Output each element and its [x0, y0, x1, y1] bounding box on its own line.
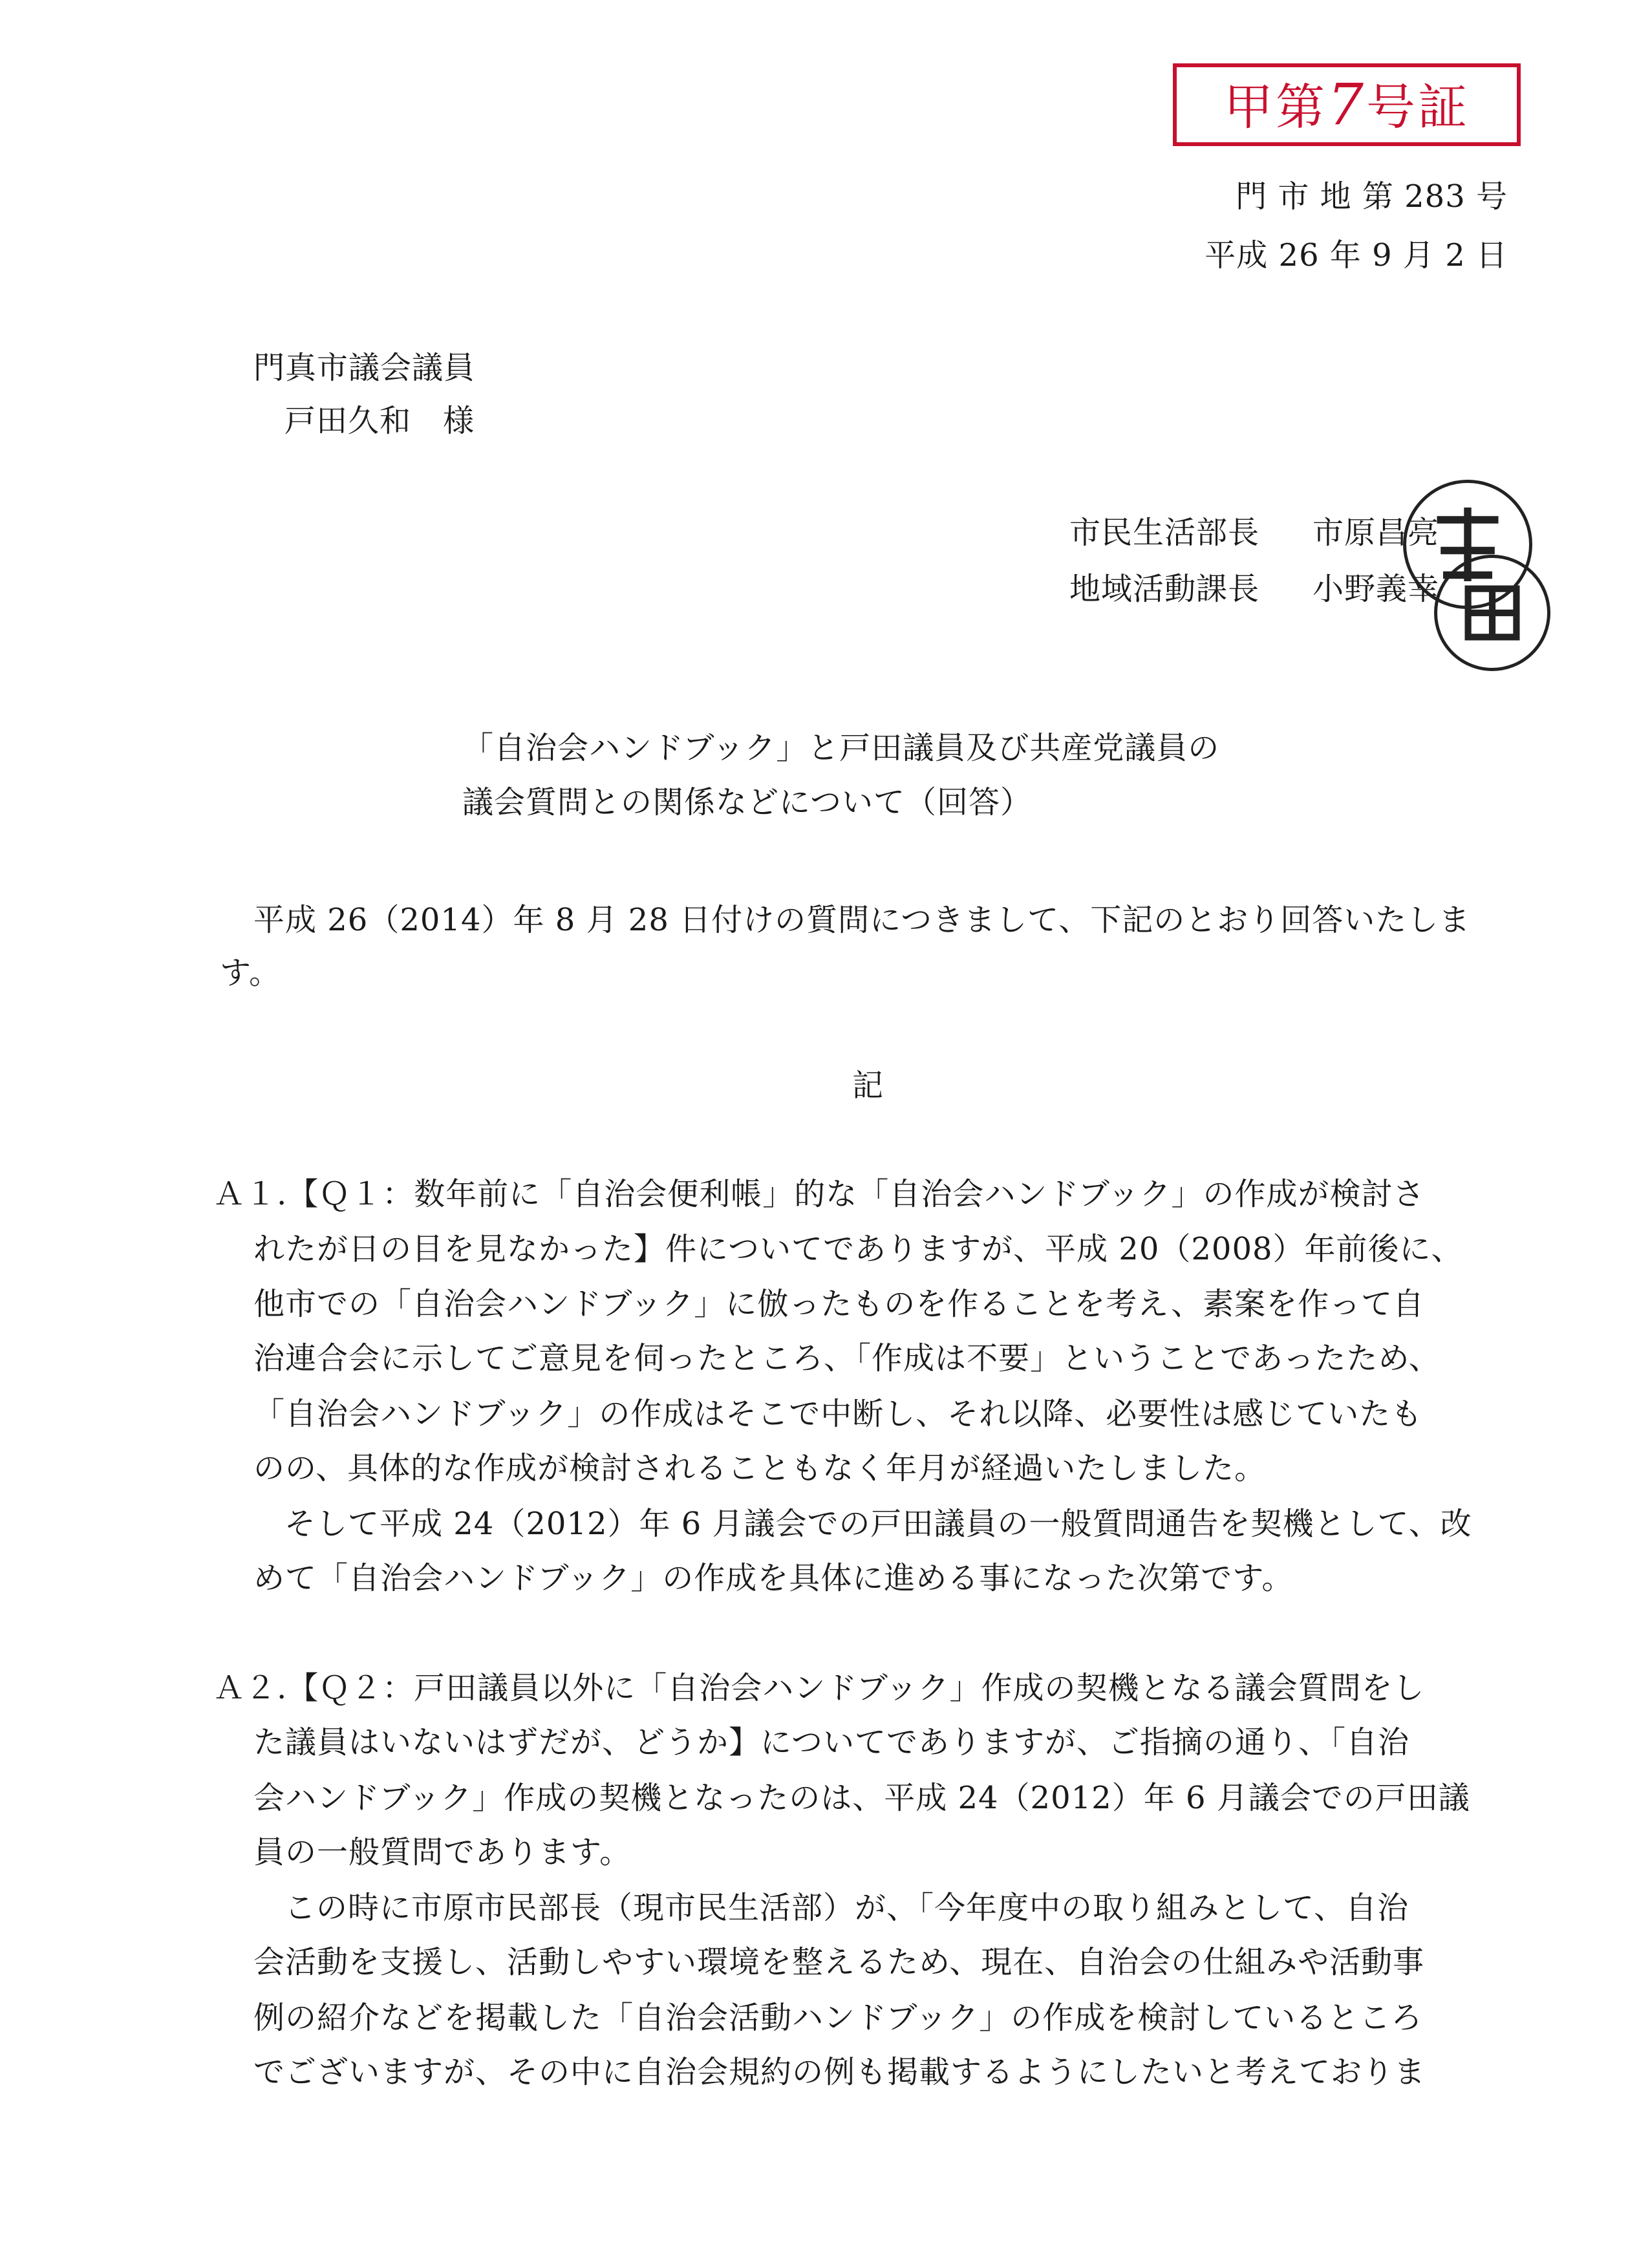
body-line-a1-2: れたが日の目を見なかった】件についてでありますが、平成 20（2008）年前後に、 — [253, 1231, 1463, 1267]
body-line-a1-6: のの、具体的な作成が検討されることもなく年月が経過いたしました。 — [253, 1450, 1267, 1486]
ki-heading: 記 — [852, 1067, 884, 1104]
document-date: 平成 26 年 9 月 2 日 — [1205, 237, 1508, 273]
seal-stamp-lower — [1434, 555, 1550, 671]
exhibit-stamp-number: 7 — [1327, 71, 1366, 138]
intro-line-2: す。 — [220, 955, 281, 991]
body-line-a2-6: 会活動を支援し、活動しやすい環境を整えるため、現在、自治会の仕組みや活動事 — [253, 1944, 1425, 1980]
body-line-a1-3: 他市での「自治会ハンドブック」に倣ったものを作ることを考え、素案を作って自 — [253, 1286, 1425, 1322]
body-line-a1-8: めて「自治会ハンドブック」の作成を具体に進める事になった次第です。 — [253, 1560, 1294, 1596]
body-line-a1-4: 治連合会に示してご意見を伺ったところ、「作成は不要」ということであったため、 — [253, 1340, 1441, 1376]
body-line-a1-5: 「自治会ハンドブック」の作成はそこで中断し、それ以降、必要性は感じていたも — [253, 1396, 1423, 1432]
subject-line-2: 議会質問との関係などについて（回答） — [462, 784, 1033, 820]
body-line-a2-2: た議員はいないはずだが、どうか】についてでありますが、ご指摘の通り、「自治 — [253, 1724, 1410, 1760]
sender-1-name: 市原昌亮 — [1312, 515, 1440, 551]
body-line-a1-7: そして平成 24（2012）年 6 月議会での戸田議員の一般質問通告を契機として、改 — [284, 1506, 1472, 1542]
exhibit-stamp-prefix: 甲第 — [1224, 78, 1327, 136]
subject-line-1: 「自治会ハンドブック」と戸田議員及び共産党議員の — [462, 730, 1220, 766]
body-line-a2-3: 会ハンドブック」作成の契機となったのは、平成 24（2012）年 6 月議会での戸田議 — [253, 1780, 1470, 1816]
recipient-name: 戸田久和 様 — [284, 403, 475, 439]
body-line-a2-5: この時に市原市民部長（現市民生活部）が、「今年度中の取り組みとして、自治 — [284, 1890, 1409, 1926]
document-number: 門 市 地 第 283 号 — [1236, 178, 1508, 215]
body-line-a2-4: 員の一般質問であります。 — [253, 1834, 632, 1870]
body-line-a2-8: でございますが、その中に自治会規約の例も掲載するようにしたいと考えておりま — [253, 2054, 1426, 2090]
sender-1-role: 市民生活部長 — [1069, 515, 1260, 551]
exhibit-stamp-suffix: 号証 — [1366, 78, 1470, 136]
body-line-a1-1: Ａ１.【Ｑ１：数年前に「自治会便利帳」的な「自治会ハンドブック」の作成が検討さ — [213, 1176, 1425, 1212]
recipient-title: 門真市議会議員 — [253, 350, 476, 386]
body-line-a2-7: 例の紹介などを掲載した「自治会活動ハンドブック」の作成を検討しているところ — [253, 2000, 1423, 2036]
exhibit-stamp — [1173, 63, 1521, 146]
intro-line-1: 平成 26（2014）年 8 月 28 日付けの質問につきまして、下記のとおり回答いたしま — [253, 902, 1471, 938]
body-line-a2-1: Ａ２.【Ｑ２：戸田議員以外に「自治会ハンドブック」作成の契機となる議会質問をし — [213, 1670, 1425, 1706]
sender-2-name: 小野義幸 — [1312, 571, 1440, 607]
sender-2-role: 地域活動課長 — [1069, 571, 1260, 607]
